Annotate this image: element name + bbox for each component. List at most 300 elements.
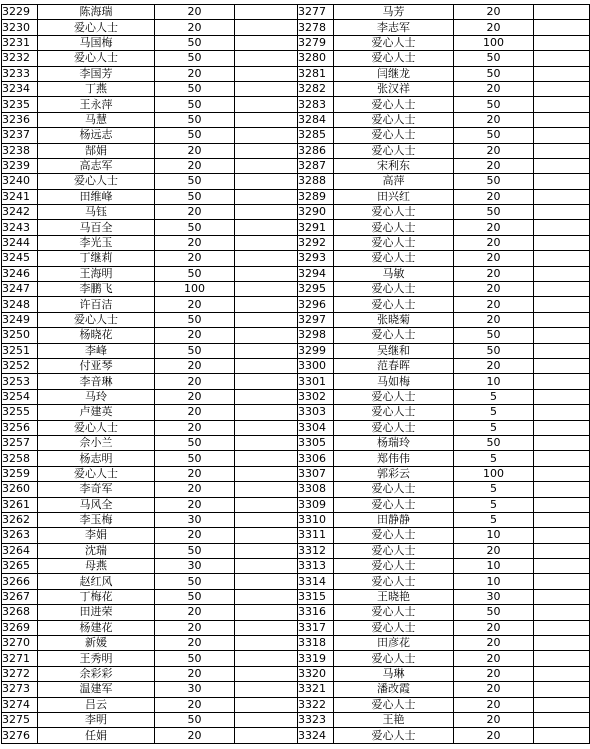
left-amount-cell: 20 <box>155 158 235 173</box>
right-name-cell: 爱心人士 <box>334 251 454 266</box>
right-id-cell: 3290 <box>298 205 334 220</box>
left-blank-cell <box>235 528 298 543</box>
left-name-cell: 新媛 <box>38 636 155 651</box>
right-amount-cell: 20 <box>454 266 534 281</box>
right-amount-cell: 20 <box>454 282 534 297</box>
left-amount-cell: 20 <box>155 328 235 343</box>
left-blank-cell <box>235 389 298 404</box>
right-id-cell: 3292 <box>298 235 334 250</box>
left-id-cell: 3260 <box>2 482 38 497</box>
left-amount-cell: 50 <box>155 712 235 727</box>
left-id-cell: 3241 <box>2 189 38 204</box>
left-id-cell: 3267 <box>2 589 38 604</box>
right-blank-cell <box>534 51 590 66</box>
left-id-cell: 3244 <box>2 235 38 250</box>
left-amount-cell: 30 <box>155 559 235 574</box>
left-name-cell: 爱心人士 <box>38 174 155 189</box>
table-row <box>2 651 590 666</box>
right-name-cell: 李志军 <box>334 20 454 35</box>
right-amount-cell: 10 <box>454 528 534 543</box>
left-blank-cell <box>235 174 298 189</box>
table-row <box>2 81 590 96</box>
table-row <box>2 574 590 589</box>
left-name-cell: 李明 <box>38 712 155 727</box>
right-id-cell: 3305 <box>298 435 334 450</box>
left-amount-cell: 20 <box>155 466 235 481</box>
left-blank-cell <box>235 35 298 50</box>
right-blank-cell <box>534 559 590 574</box>
table-row <box>2 35 590 50</box>
left-amount-cell: 20 <box>155 666 235 681</box>
right-amount-cell: 20 <box>454 358 534 373</box>
right-name-cell: 潘改霞 <box>334 682 454 697</box>
left-id-cell: 3245 <box>2 251 38 266</box>
left-blank-cell <box>235 574 298 589</box>
left-blank-cell <box>235 235 298 250</box>
right-blank-cell <box>534 328 590 343</box>
left-amount-cell: 20 <box>155 420 235 435</box>
left-amount-cell: 50 <box>155 174 235 189</box>
right-amount-cell: 20 <box>454 158 534 173</box>
left-amount-cell: 20 <box>155 697 235 712</box>
left-amount-cell: 20 <box>155 66 235 81</box>
right-blank-cell <box>534 189 590 204</box>
right-id-cell: 3281 <box>298 66 334 81</box>
right-id-cell: 3309 <box>298 497 334 512</box>
right-amount-cell: 20 <box>454 636 534 651</box>
left-id-cell: 3248 <box>2 297 38 312</box>
left-name-cell: 爱心人士 <box>38 51 155 66</box>
right-name-cell: 马芳 <box>334 5 454 20</box>
right-id-cell: 3299 <box>298 343 334 358</box>
right-name-cell: 张汉祥 <box>334 81 454 96</box>
right-id-cell: 3324 <box>298 728 334 743</box>
table-row <box>2 605 590 620</box>
left-name-cell: 李娟 <box>38 528 155 543</box>
left-id-cell: 3230 <box>2 20 38 35</box>
left-id-cell: 3269 <box>2 620 38 635</box>
right-name-cell: 爱心人士 <box>334 728 454 743</box>
right-name-cell: 爱心人士 <box>334 128 454 143</box>
right-id-cell: 3287 <box>298 158 334 173</box>
table-row <box>2 189 590 204</box>
right-name-cell: 郭彩云 <box>334 466 454 481</box>
left-amount-cell: 50 <box>155 574 235 589</box>
left-id-cell: 3239 <box>2 158 38 173</box>
right-id-cell: 3315 <box>298 589 334 604</box>
right-blank-cell <box>534 389 590 404</box>
right-blank-cell <box>534 374 590 389</box>
right-blank-cell <box>534 35 590 50</box>
left-id-cell: 3246 <box>2 266 38 281</box>
right-id-cell: 3318 <box>298 636 334 651</box>
right-name-cell: 爱心人士 <box>334 482 454 497</box>
left-amount-cell: 20 <box>155 528 235 543</box>
left-amount-cell: 50 <box>155 97 235 112</box>
right-amount-cell: 5 <box>454 497 534 512</box>
left-blank-cell <box>235 666 298 681</box>
left-blank-cell <box>235 220 298 235</box>
right-id-cell: 3312 <box>298 543 334 558</box>
left-blank-cell <box>235 374 298 389</box>
right-amount-cell: 20 <box>454 189 534 204</box>
left-id-cell: 3234 <box>2 81 38 96</box>
left-blank-cell <box>235 282 298 297</box>
right-id-cell: 3284 <box>298 112 334 127</box>
table-row <box>2 712 590 727</box>
right-id-cell: 3320 <box>298 666 334 681</box>
left-name-cell: 李鹏飞 <box>38 282 155 297</box>
left-amount-cell: 50 <box>155 81 235 96</box>
right-amount-cell: 50 <box>454 174 534 189</box>
table-row <box>2 420 590 435</box>
left-blank-cell <box>235 636 298 651</box>
left-id-cell: 3256 <box>2 420 38 435</box>
left-id-cell: 3273 <box>2 682 38 697</box>
left-blank-cell <box>235 559 298 574</box>
left-blank-cell <box>235 81 298 96</box>
left-blank-cell <box>235 189 298 204</box>
left-amount-cell: 20 <box>155 620 235 635</box>
left-id-cell: 3270 <box>2 636 38 651</box>
right-id-cell: 3293 <box>298 251 334 266</box>
right-amount-cell: 100 <box>454 466 534 481</box>
right-name-cell: 爱心人士 <box>334 559 454 574</box>
table-row <box>2 235 590 250</box>
table-row <box>2 435 590 450</box>
left-amount-cell: 20 <box>155 482 235 497</box>
right-blank-cell <box>534 589 590 604</box>
left-id-cell: 3255 <box>2 405 38 420</box>
right-id-cell: 3300 <box>298 358 334 373</box>
right-blank-cell <box>534 358 590 373</box>
right-amount-cell: 50 <box>454 343 534 358</box>
left-amount-cell: 50 <box>155 543 235 558</box>
left-amount-cell: 20 <box>155 374 235 389</box>
left-blank-cell <box>235 20 298 35</box>
left-name-cell: 马国梅 <box>38 35 155 50</box>
right-name-cell: 爱心人士 <box>334 420 454 435</box>
right-id-cell: 3280 <box>298 51 334 66</box>
left-id-cell: 3259 <box>2 466 38 481</box>
left-amount-cell: 20 <box>155 636 235 651</box>
right-amount-cell: 5 <box>454 512 534 527</box>
right-id-cell: 3307 <box>298 466 334 481</box>
right-name-cell: 爱心人士 <box>334 97 454 112</box>
right-amount-cell: 20 <box>454 682 534 697</box>
right-blank-cell <box>534 158 590 173</box>
left-name-cell: 李音琳 <box>38 374 155 389</box>
left-name-cell: 母燕 <box>38 559 155 574</box>
right-amount-cell: 50 <box>454 205 534 220</box>
right-id-cell: 3285 <box>298 128 334 143</box>
left-name-cell: 佘小兰 <box>38 435 155 450</box>
right-blank-cell <box>534 297 590 312</box>
right-name-cell: 爱心人士 <box>334 405 454 420</box>
left-name-cell: 杨晓花 <box>38 328 155 343</box>
left-name-cell: 王海明 <box>38 266 155 281</box>
right-name-cell: 宋利东 <box>334 158 454 173</box>
left-amount-cell: 50 <box>155 189 235 204</box>
left-id-cell: 3243 <box>2 220 38 235</box>
right-blank-cell <box>534 697 590 712</box>
left-name-cell: 李峰 <box>38 343 155 358</box>
right-id-cell: 3296 <box>298 297 334 312</box>
right-id-cell: 3289 <box>298 189 334 204</box>
left-name-cell: 丁燕 <box>38 81 155 96</box>
right-name-cell: 爱心人士 <box>334 297 454 312</box>
right-id-cell: 3302 <box>298 389 334 404</box>
left-id-cell: 3275 <box>2 712 38 727</box>
right-id-cell: 3301 <box>298 374 334 389</box>
right-id-cell: 3313 <box>298 559 334 574</box>
table-row <box>2 343 590 358</box>
left-id-cell: 3253 <box>2 374 38 389</box>
right-blank-cell <box>534 251 590 266</box>
table-row <box>2 282 590 297</box>
right-blank-cell <box>534 528 590 543</box>
table-row <box>2 528 590 543</box>
right-blank-cell <box>534 312 590 327</box>
left-amount-cell: 20 <box>155 143 235 158</box>
left-blank-cell <box>235 451 298 466</box>
left-blank-cell <box>235 712 298 727</box>
left-blank-cell <box>235 497 298 512</box>
right-name-cell: 高萍 <box>334 174 454 189</box>
right-amount-cell: 10 <box>454 374 534 389</box>
left-name-cell: 许百洁 <box>38 297 155 312</box>
left-id-cell: 3250 <box>2 328 38 343</box>
left-name-cell: 沈瑞 <box>38 543 155 558</box>
left-name-cell: 杨建花 <box>38 620 155 635</box>
table-row <box>2 543 590 558</box>
table-row <box>2 405 590 420</box>
right-amount-cell: 20 <box>454 297 534 312</box>
table-row <box>2 20 590 35</box>
left-name-cell: 马百全 <box>38 220 155 235</box>
left-id-cell: 3272 <box>2 666 38 681</box>
right-blank-cell <box>534 482 590 497</box>
left-id-cell: 3231 <box>2 35 38 50</box>
left-id-cell: 3262 <box>2 512 38 527</box>
right-id-cell: 3291 <box>298 220 334 235</box>
right-blank-cell <box>534 143 590 158</box>
table-row <box>2 389 590 404</box>
right-id-cell: 3311 <box>298 528 334 543</box>
right-amount-cell: 5 <box>454 420 534 435</box>
right-blank-cell <box>534 128 590 143</box>
left-blank-cell <box>235 482 298 497</box>
right-name-cell: 爱心人士 <box>334 543 454 558</box>
right-amount-cell: 30 <box>454 589 534 604</box>
right-name-cell: 爱心人士 <box>334 605 454 620</box>
right-blank-cell <box>534 620 590 635</box>
right-id-cell: 3283 <box>298 97 334 112</box>
right-blank-cell <box>534 666 590 681</box>
table-row <box>2 112 590 127</box>
left-id-cell: 3237 <box>2 128 38 143</box>
right-amount-cell: 20 <box>454 20 534 35</box>
left-blank-cell <box>235 466 298 481</box>
right-name-cell: 爱心人士 <box>334 651 454 666</box>
right-name-cell: 马敏 <box>334 266 454 281</box>
right-blank-cell <box>534 81 590 96</box>
left-blank-cell <box>235 728 298 743</box>
left-blank-cell <box>235 143 298 158</box>
left-name-cell: 王永萍 <box>38 97 155 112</box>
right-name-cell: 爱心人士 <box>334 143 454 158</box>
table-row <box>2 374 590 389</box>
left-id-cell: 3252 <box>2 358 38 373</box>
left-amount-cell: 50 <box>155 451 235 466</box>
left-amount-cell: 50 <box>155 266 235 281</box>
right-id-cell: 3279 <box>298 35 334 50</box>
right-amount-cell: 5 <box>454 451 534 466</box>
left-amount-cell: 50 <box>155 435 235 450</box>
table-row <box>2 512 590 527</box>
left-amount-cell: 20 <box>155 497 235 512</box>
left-name-cell: 高志军 <box>38 158 155 173</box>
right-name-cell: 爱心人士 <box>334 35 454 50</box>
right-blank-cell <box>534 282 590 297</box>
right-id-cell: 3314 <box>298 574 334 589</box>
right-blank-cell <box>534 636 590 651</box>
right-amount-cell: 5 <box>454 405 534 420</box>
right-id-cell: 3295 <box>298 282 334 297</box>
left-blank-cell <box>235 312 298 327</box>
left-blank-cell <box>235 266 298 281</box>
right-blank-cell <box>534 451 590 466</box>
left-amount-cell: 30 <box>155 682 235 697</box>
table-body <box>2 5 590 744</box>
right-blank-cell <box>534 605 590 620</box>
right-amount-cell: 50 <box>454 328 534 343</box>
table-row <box>2 128 590 143</box>
table-row <box>2 666 590 681</box>
left-amount-cell: 50 <box>155 651 235 666</box>
left-name-cell: 卢建英 <box>38 405 155 420</box>
table-row <box>2 328 590 343</box>
right-id-cell: 3319 <box>298 651 334 666</box>
left-amount-cell: 20 <box>155 20 235 35</box>
left-amount-cell: 20 <box>155 205 235 220</box>
table-row <box>2 451 590 466</box>
right-id-cell: 3323 <box>298 712 334 727</box>
right-blank-cell <box>534 466 590 481</box>
left-name-cell: 丁梅花 <box>38 589 155 604</box>
left-name-cell: 田维峰 <box>38 189 155 204</box>
left-id-cell: 3274 <box>2 697 38 712</box>
right-name-cell: 爱心人士 <box>334 235 454 250</box>
table-row <box>2 51 590 66</box>
left-name-cell: 温建军 <box>38 682 155 697</box>
table-row <box>2 636 590 651</box>
right-blank-cell <box>534 420 590 435</box>
right-name-cell: 吴继和 <box>334 343 454 358</box>
right-name-cell: 王艳 <box>334 712 454 727</box>
left-id-cell: 3265 <box>2 559 38 574</box>
right-id-cell: 3308 <box>298 482 334 497</box>
left-id-cell: 3232 <box>2 51 38 66</box>
left-amount-cell: 50 <box>155 312 235 327</box>
left-id-cell: 3276 <box>2 728 38 743</box>
right-amount-cell: 50 <box>454 51 534 66</box>
right-amount-cell: 50 <box>454 605 534 620</box>
table-row <box>2 158 590 173</box>
left-id-cell: 3229 <box>2 5 38 20</box>
table-row <box>2 482 590 497</box>
right-id-cell: 3322 <box>298 697 334 712</box>
right-blank-cell <box>534 682 590 697</box>
right-amount-cell: 20 <box>454 728 534 743</box>
right-name-cell: 爱心人士 <box>334 220 454 235</box>
left-blank-cell <box>235 512 298 527</box>
right-name-cell: 爱心人士 <box>334 528 454 543</box>
right-id-cell: 3303 <box>298 405 334 420</box>
left-amount-cell: 20 <box>155 297 235 312</box>
right-blank-cell <box>534 574 590 589</box>
right-name-cell: 爱心人士 <box>334 697 454 712</box>
right-amount-cell: 20 <box>454 251 534 266</box>
table-row <box>2 358 590 373</box>
right-id-cell: 3277 <box>298 5 334 20</box>
left-blank-cell <box>235 697 298 712</box>
left-name-cell: 付亚琴 <box>38 358 155 373</box>
right-blank-cell <box>534 651 590 666</box>
right-blank-cell <box>534 97 590 112</box>
left-blank-cell <box>235 112 298 127</box>
left-amount-cell: 20 <box>155 251 235 266</box>
right-amount-cell: 50 <box>454 128 534 143</box>
right-blank-cell <box>534 435 590 450</box>
left-amount-cell: 50 <box>155 35 235 50</box>
left-name-cell: 李奇军 <box>38 482 155 497</box>
right-blank-cell <box>534 112 590 127</box>
left-blank-cell <box>235 589 298 604</box>
table-row <box>2 728 590 743</box>
right-blank-cell <box>534 497 590 512</box>
left-amount-cell: 50 <box>155 51 235 66</box>
right-amount-cell: 100 <box>454 35 534 50</box>
right-blank-cell <box>534 220 590 235</box>
right-blank-cell <box>534 512 590 527</box>
right-name-cell: 范春晖 <box>334 358 454 373</box>
right-blank-cell <box>534 205 590 220</box>
left-amount-cell: 20 <box>155 389 235 404</box>
right-blank-cell <box>534 5 590 20</box>
left-amount-cell: 20 <box>155 405 235 420</box>
right-blank-cell <box>534 266 590 281</box>
right-name-cell: 爱心人士 <box>334 620 454 635</box>
left-blank-cell <box>235 682 298 697</box>
right-blank-cell <box>534 543 590 558</box>
left-name-cell: 赵红风 <box>38 574 155 589</box>
left-blank-cell <box>235 251 298 266</box>
left-name-cell: 任娟 <box>38 728 155 743</box>
left-blank-cell <box>235 651 298 666</box>
table-row <box>2 466 590 481</box>
table-row <box>2 497 590 512</box>
right-blank-cell <box>534 174 590 189</box>
table-row <box>2 174 590 189</box>
left-amount-cell: 100 <box>155 282 235 297</box>
right-amount-cell: 20 <box>454 5 534 20</box>
left-id-cell: 3266 <box>2 574 38 589</box>
left-name-cell: 马风全 <box>38 497 155 512</box>
right-id-cell: 3278 <box>298 20 334 35</box>
right-amount-cell: 20 <box>454 235 534 250</box>
right-amount-cell: 10 <box>454 574 534 589</box>
